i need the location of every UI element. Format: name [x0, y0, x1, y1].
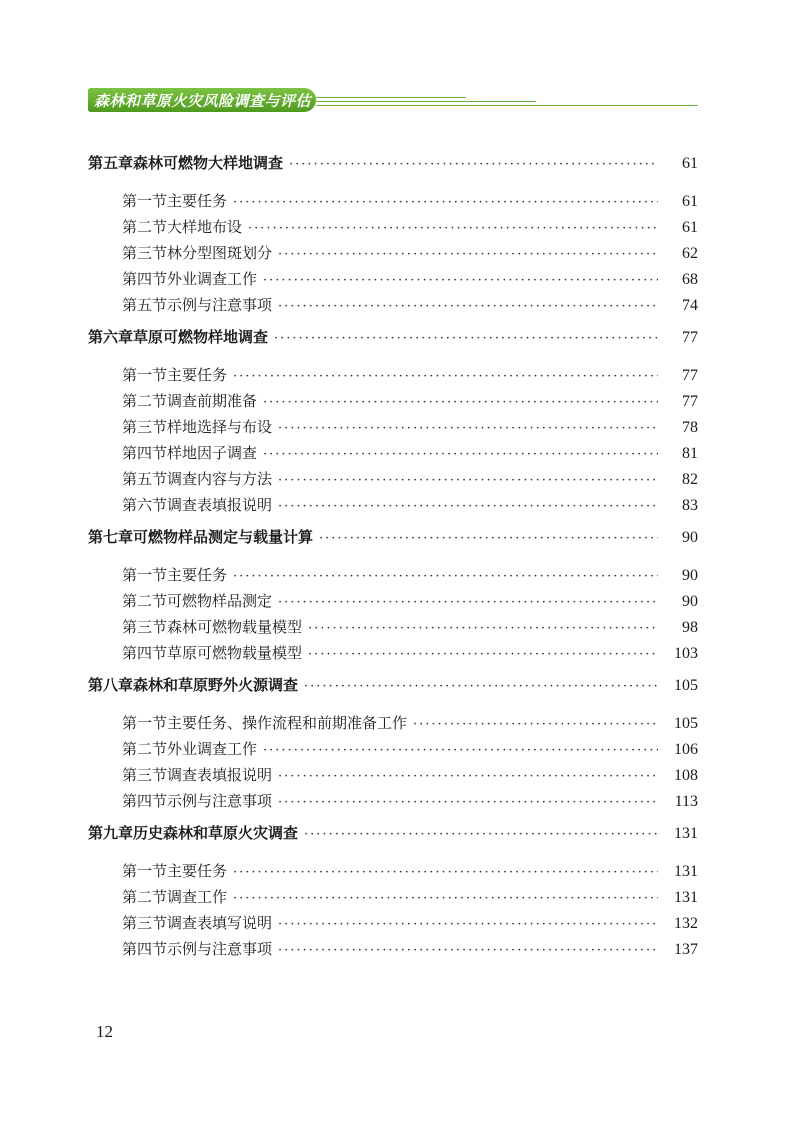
entry-page: 74 [682, 297, 698, 314]
entry-number: 第二节 [122, 592, 168, 610]
leader-dots [308, 616, 658, 642]
entry-page: 105 [674, 715, 698, 732]
leader-dots [413, 712, 658, 738]
leader-dots [308, 642, 658, 668]
entry-title: 主要任务 [167, 862, 228, 880]
entry-title: 外业调查工作 [167, 270, 258, 288]
entry-title: 主要任务 [167, 192, 228, 210]
toc-chapter-entry[interactable] [88, 324, 698, 362]
toc-section-entry[interactable] [88, 910, 698, 936]
entry-title: 调查表填报说明 [167, 496, 273, 514]
leader-dots [233, 886, 658, 912]
entry-number: 第八章 [88, 676, 134, 694]
entry-title: 调查表填写说明 [167, 914, 273, 932]
toc-section-entry[interactable] [88, 466, 698, 492]
chapter-block [88, 324, 698, 518]
leader-dots [278, 242, 658, 268]
chapter-block [88, 524, 698, 666]
entry-page: 90 [682, 567, 698, 584]
toc-section-entry[interactable] [88, 710, 698, 736]
toc-section-entry[interactable] [88, 492, 698, 518]
entry-number: 第四节 [122, 644, 168, 662]
leader-dots [304, 822, 658, 848]
toc-chapter-entry[interactable] [88, 150, 698, 188]
toc-chapter-entry[interactable] [88, 820, 698, 858]
toc-section-entry[interactable] [88, 884, 698, 910]
toc-section-entry[interactable] [88, 440, 698, 466]
leader-dots [278, 468, 658, 494]
entry-page: 77 [682, 367, 698, 384]
toc-section-entry[interactable] [88, 588, 698, 614]
toc-chapter-entry[interactable] [88, 524, 698, 562]
entry-number: 第四节 [122, 444, 168, 462]
entry-number: 第二节 [122, 888, 168, 906]
toc-section-entry[interactable] [88, 858, 698, 884]
leader-dots [278, 912, 658, 938]
leader-dots [278, 294, 658, 320]
entry-title: 调查表填报说明 [167, 766, 273, 784]
entry-title: 主要任务 [167, 566, 228, 584]
header-rule [316, 105, 698, 106]
header-rule [316, 97, 466, 98]
entry-page: 61 [682, 219, 698, 236]
leader-dots [319, 526, 658, 552]
entry-title: 森林可燃物大样地调查 [133, 154, 284, 172]
page-number: 12 [96, 1022, 113, 1041]
entry-number: 第五节 [122, 470, 168, 488]
entry-title: 森林和草原野外火源调查 [133, 676, 299, 694]
toc-section-entry[interactable] [88, 562, 698, 588]
toc-section-entry[interactable] [88, 762, 698, 788]
entry-page: 98 [682, 619, 698, 636]
entry-title: 示例与注意事项 [167, 296, 273, 314]
entry-title: 森林可燃物载量模型 [167, 618, 303, 636]
entry-title: 示例与注意事项 [167, 940, 273, 958]
toc-section-entry[interactable] [88, 736, 698, 762]
entry-number: 第五章 [88, 154, 134, 172]
toc-section-entry[interactable] [88, 214, 698, 240]
entry-title: 样地因子调查 [167, 444, 258, 462]
entry-page: 68 [682, 271, 698, 288]
entry-number: 第一节 [122, 566, 168, 584]
entry-number: 第三节 [122, 914, 168, 932]
entry-page: 131 [674, 889, 698, 906]
chapter-block [88, 150, 698, 318]
entry-title: 样地选择与布设 [167, 418, 273, 436]
entry-title: 主要任务 [167, 366, 228, 384]
entry-number: 第一节 [122, 714, 168, 732]
entry-page: 108 [674, 767, 698, 784]
book-title: 森林和草原火灾风险调查与评估 [94, 92, 312, 110]
leader-dots [263, 442, 658, 468]
entry-number: 第一节 [122, 192, 168, 210]
entry-number: 第四节 [122, 270, 168, 288]
entry-page: 137 [674, 941, 698, 958]
entry-title: 历史森林和草原火灾调查 [133, 824, 299, 842]
entry-title: 外业调查工作 [167, 740, 258, 758]
toc-section-entry[interactable] [88, 266, 698, 292]
entry-page: 132 [674, 915, 698, 932]
entry-number: 第六节 [122, 496, 168, 514]
table-of-contents [88, 150, 698, 968]
leader-dots [233, 364, 658, 390]
leader-dots [278, 790, 658, 816]
entry-number: 第四节 [122, 940, 168, 958]
leader-dots [263, 390, 658, 416]
entry-number: 第一节 [122, 862, 168, 880]
running-header [88, 88, 698, 118]
entry-number: 第三节 [122, 618, 168, 636]
entry-number: 第九章 [88, 824, 134, 842]
leader-dots [278, 416, 658, 442]
toc-section-entry[interactable] [88, 240, 698, 266]
entry-page: 90 [682, 593, 698, 610]
entry-page: 77 [682, 329, 698, 346]
leader-dots [263, 268, 658, 294]
entry-page: 131 [674, 825, 698, 842]
leader-dots [304, 674, 658, 700]
leader-dots [248, 216, 658, 242]
entry-number: 第一节 [122, 366, 168, 384]
toc-section-entry[interactable] [88, 188, 698, 214]
leader-dots [278, 764, 658, 790]
toc-section-entry[interactable] [88, 788, 698, 814]
leader-dots [263, 738, 658, 764]
toc-section-entry[interactable] [88, 614, 698, 640]
toc-section-entry[interactable] [88, 388, 698, 414]
entry-page: 113 [674, 793, 698, 810]
entry-page: 61 [682, 155, 698, 172]
entry-title: 可燃物样品测定与载量计算 [133, 528, 314, 546]
leader-dots [233, 564, 658, 590]
entry-number: 第三节 [122, 244, 168, 262]
entry-title: 调查内容与方法 [167, 470, 273, 488]
entry-number: 第二节 [122, 392, 168, 410]
toc-section-entry[interactable] [88, 414, 698, 440]
leader-dots [233, 860, 658, 886]
entry-number: 第三节 [122, 418, 168, 436]
entry-page: 61 [682, 193, 698, 210]
entry-title: 示例与注意事项 [167, 792, 273, 810]
entry-number: 第六章 [88, 328, 134, 346]
entry-page: 77 [682, 393, 698, 410]
leader-dots [278, 494, 658, 520]
toc-chapter-entry[interactable] [88, 672, 698, 710]
toc-section-entry[interactable] [88, 292, 698, 318]
entry-title: 调查前期准备 [167, 392, 258, 410]
entry-number: 第五节 [122, 296, 168, 314]
leader-dots [274, 326, 658, 352]
entry-title: 调查工作 [167, 888, 228, 906]
leader-dots [278, 938, 658, 964]
entry-title: 草原可燃物载量模型 [167, 644, 303, 662]
leader-dots [289, 152, 658, 178]
chapter-block [88, 672, 698, 814]
entry-number: 第二节 [122, 218, 168, 236]
entry-page: 90 [682, 529, 698, 546]
entry-page: 131 [674, 863, 698, 880]
entry-page: 106 [674, 741, 698, 758]
entry-number: 第四节 [122, 792, 168, 810]
toc-section-entry[interactable] [88, 640, 698, 666]
leader-dots [233, 190, 658, 216]
entry-page: 103 [674, 645, 698, 662]
header-rule [316, 101, 536, 102]
entry-number: 第七章 [88, 528, 134, 546]
entry-title: 可燃物样品测定 [167, 592, 273, 610]
entry-page: 82 [682, 471, 698, 488]
entry-page: 81 [682, 445, 698, 462]
entry-title: 主要任务、操作流程和前期准备工作 [167, 714, 408, 732]
entry-number: 第三节 [122, 766, 168, 784]
entry-page: 83 [682, 497, 698, 514]
entry-page: 78 [682, 419, 698, 436]
toc-section-entry[interactable] [88, 362, 698, 388]
toc-section-entry[interactable] [88, 936, 698, 962]
entry-number: 第二节 [122, 740, 168, 758]
leader-dots [278, 590, 658, 616]
chapter-block [88, 820, 698, 962]
entry-title: 草原可燃物样地调查 [133, 328, 269, 346]
entry-title: 大样地布设 [167, 218, 243, 236]
entry-page: 62 [682, 245, 698, 262]
entry-page: 105 [674, 677, 698, 694]
entry-title: 林分型图斑划分 [167, 244, 273, 262]
